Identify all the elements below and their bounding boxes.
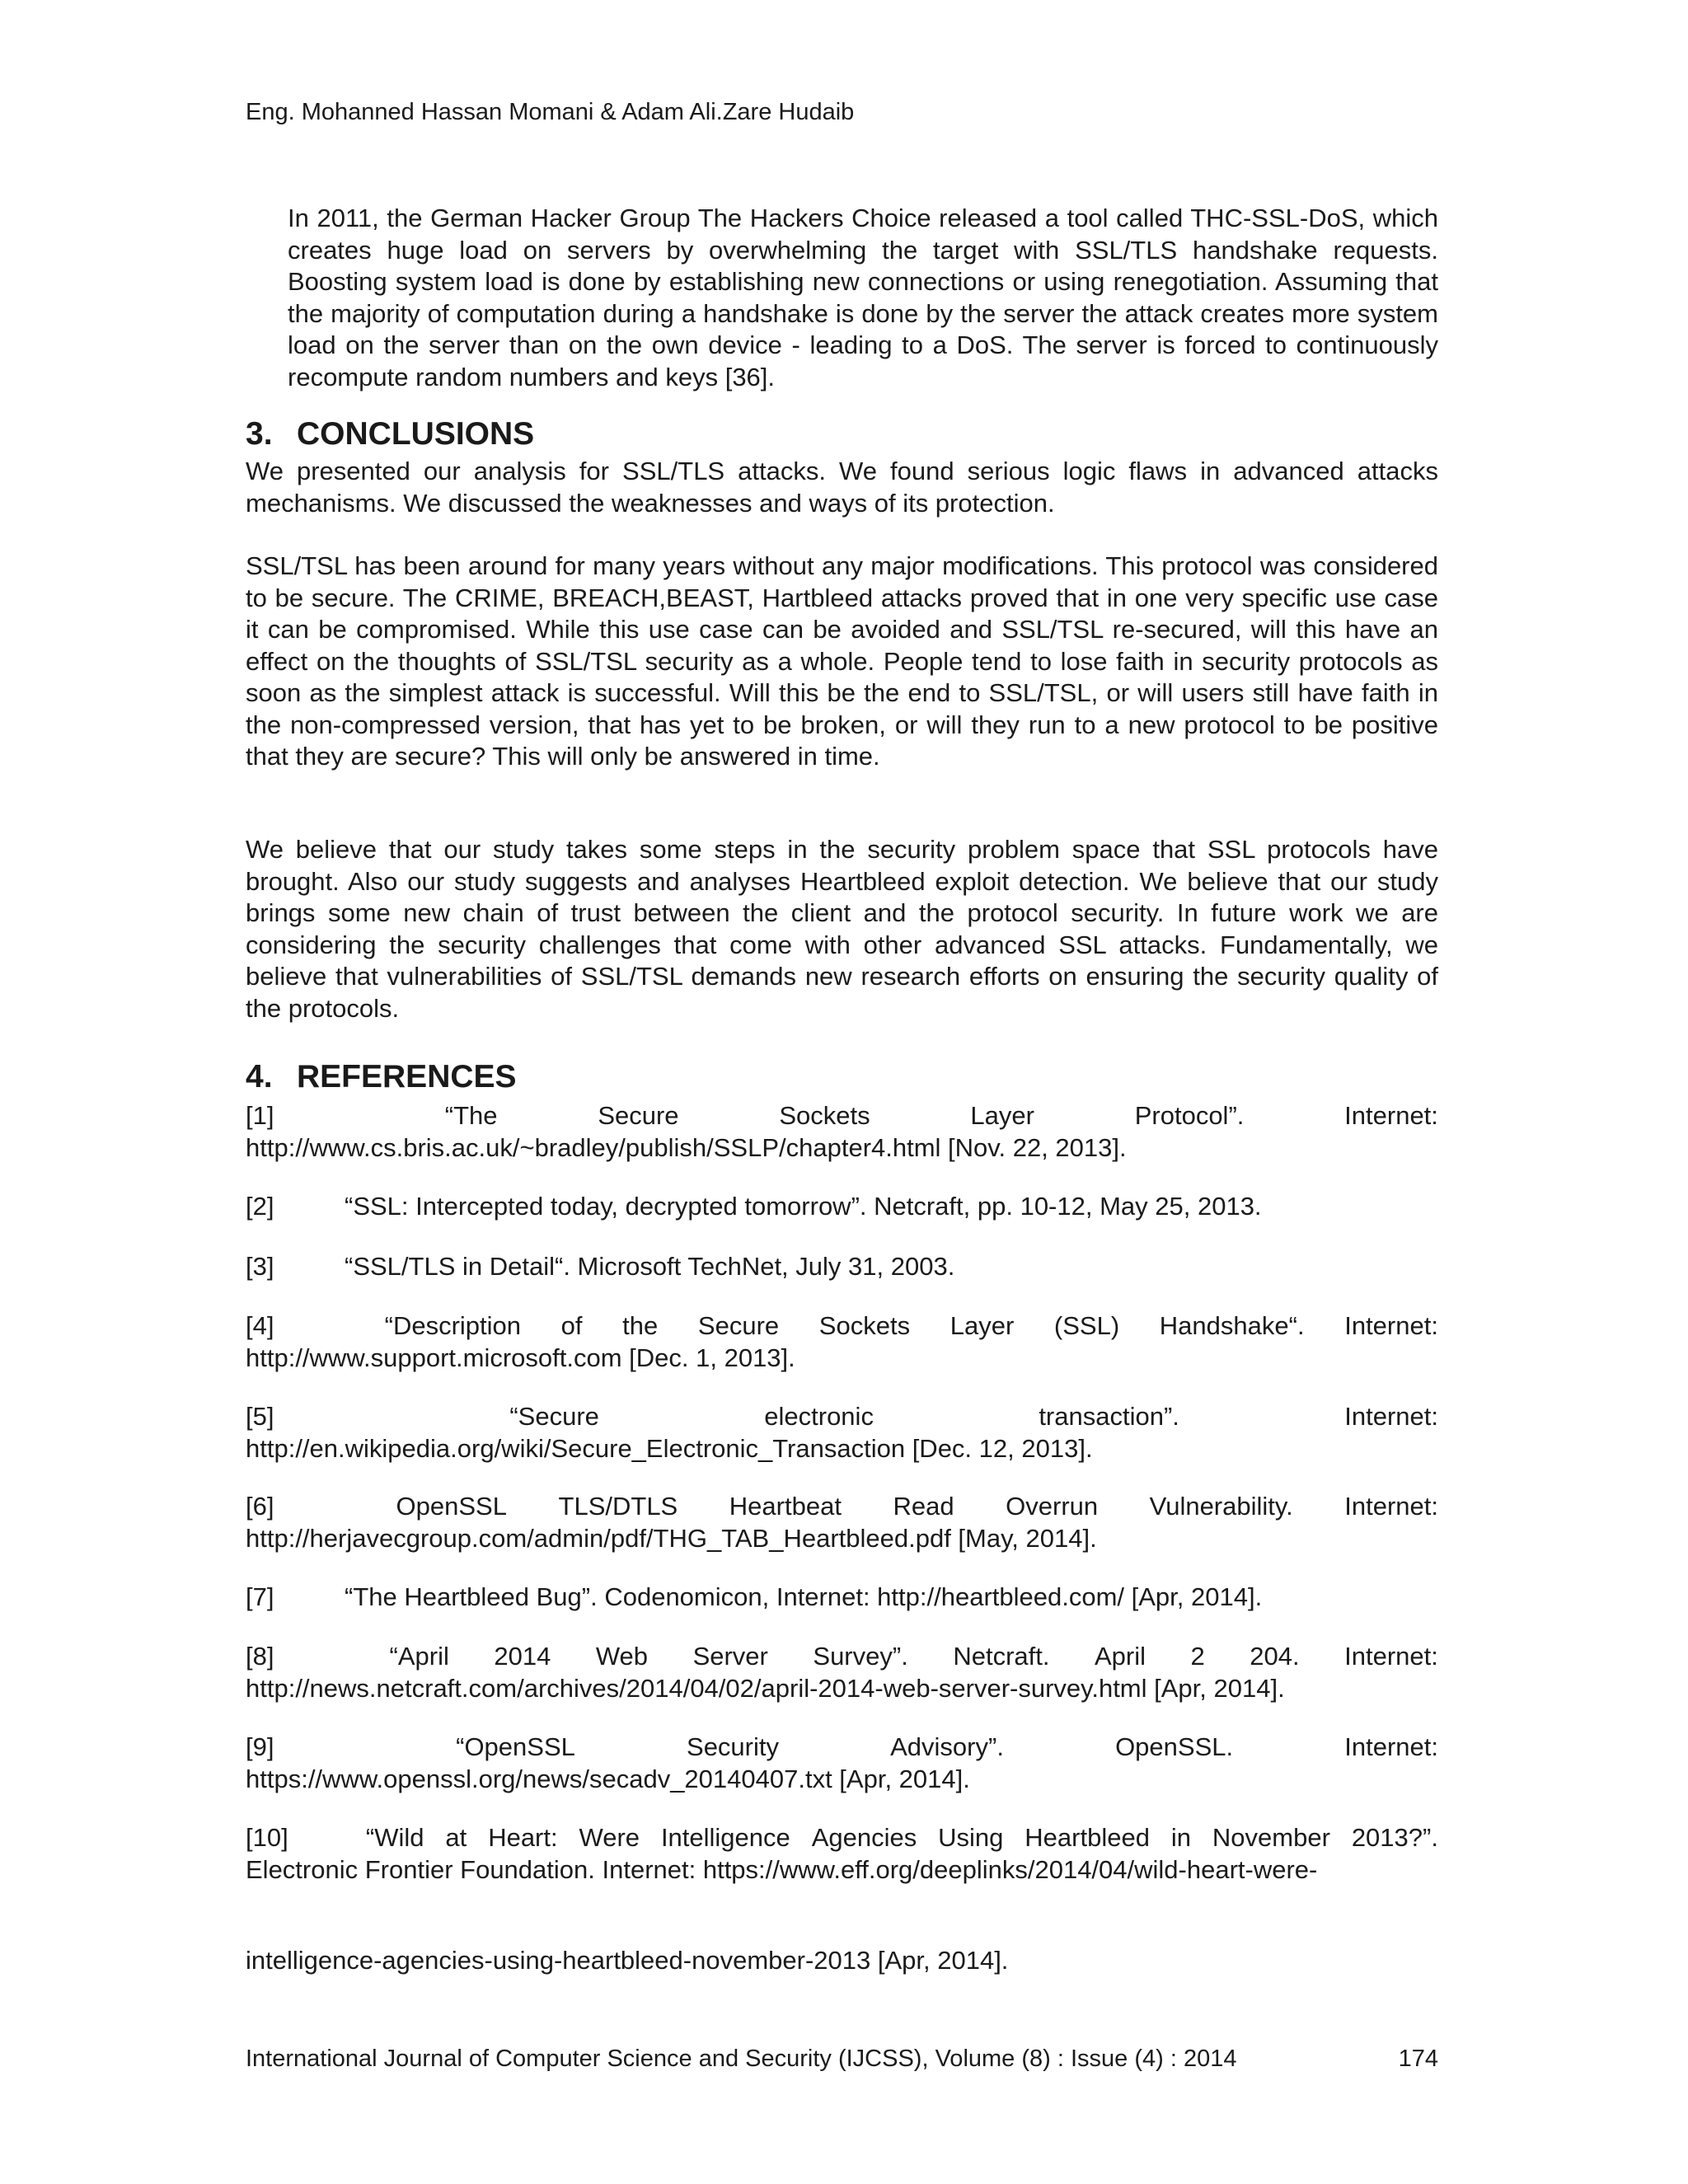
- reference-first-line: [246, 1641, 1438, 1673]
- reference-word: November: [1212, 1823, 1330, 1852]
- reference-item: [246, 1251, 1438, 1283]
- reference-word: Layer: [970, 1101, 1034, 1130]
- reference-label: [5]: [246, 1402, 274, 1431]
- reference-second-line: https://www.openssl.org/news/secadv_20140407.txt [Apr, 2014].: [246, 1764, 970, 1793]
- reference-word: TLS/DTLS: [558, 1492, 678, 1521]
- reference-item: [246, 1822, 1438, 1977]
- reference-item: [246, 1401, 1438, 1465]
- reference-word: OpenSSL.: [1115, 1732, 1234, 1761]
- reference-word: “Description: [384, 1311, 522, 1340]
- reference-word: Protocol”.: [1134, 1101, 1245, 1130]
- reference-second-line: http://www.cs.bris.ac.uk/~bradley/publish/SSLP/chapter4.html [Nov. 22, 2013].: [246, 1132, 1127, 1162]
- reference-first-line: [246, 1491, 1438, 1523]
- reference-word: Heartbleed: [1025, 1823, 1150, 1852]
- reference-text: “SSL/TLS in Detail“. Microsoft TechNet, July 31, 2003.: [345, 1252, 955, 1281]
- reference-word: “The: [444, 1101, 498, 1130]
- reference-word: Overrun: [1006, 1492, 1099, 1521]
- journal-citation: International Journal of Computer Science and Security (IJCSS), Volume (8) : Issue (4) : 2014: [246, 2046, 1237, 2072]
- reference-text: “The Heartbleed Bug”. Codenomicon, Internet: http://heartbleed.com/ [Apr, 2014].: [345, 1582, 1263, 1611]
- reference-word: Internet:: [1344, 1101, 1438, 1130]
- reference-second-line: http://en.wikipedia.org/wiki/Secure_Electronic_Transaction [Dec. 12, 2013].: [246, 1433, 1093, 1463]
- reference-word: Secure: [697, 1311, 780, 1340]
- reference-word: Netcraft.: [953, 1642, 1050, 1671]
- intro-paragraph: In 2011, the German Hacker Group The Hackers Choice released a tool called THC-SSL-DoS, which creates huge load on servers by overwhelming the target with SSL/TLS handshake requests. Boosting system load is done by establishing new connections or using renegotiation. Assuming that the majority of computation during a handshake is done by the server the attack creates more system load on the server than on the own device - leading to a DoS. The server is forced to continuously recompute random numbers and keys [36].: [288, 204, 1438, 391]
- reference-word: Secure: [598, 1101, 679, 1130]
- reference-item: [246, 1191, 1438, 1223]
- reference-first-line: [246, 1251, 1438, 1283]
- reference-word: Security: [687, 1732, 779, 1761]
- reference-word: Heart:: [488, 1823, 558, 1852]
- reference-label: [7]: [246, 1582, 274, 1611]
- reference-word: “Secure: [509, 1402, 599, 1431]
- reference-label: [10]: [246, 1823, 288, 1852]
- reference-word: Sockets: [818, 1311, 911, 1340]
- conclusions-heading: [246, 416, 534, 452]
- running-header: Eng. Mohanned Hassan Momani & Adam Ali.Zare Hudaib: [246, 99, 855, 125]
- reference-label: [9]: [246, 1732, 274, 1761]
- conclusions-number: 3.: [246, 416, 273, 452]
- reference-label: [4]: [246, 1311, 274, 1340]
- reference-item: [246, 1491, 1438, 1554]
- reference-word: electronic: [764, 1402, 874, 1431]
- reference-word: April: [1095, 1642, 1146, 1671]
- reference-label: [8]: [246, 1642, 274, 1671]
- reference-word: Internet:: [1344, 1402, 1438, 1431]
- reference-first-line: [246, 1822, 1438, 1854]
- reference-word: 2: [1190, 1642, 1205, 1671]
- reference-first-line: [246, 1401, 1438, 1433]
- reference-word: Read: [893, 1492, 954, 1521]
- reference-first-line: [246, 1191, 1438, 1223]
- reference-label: [2]: [246, 1192, 274, 1221]
- reference-word: Vulnerability.: [1149, 1492, 1293, 1521]
- reference-word: (SSL): [1053, 1311, 1120, 1340]
- reference-first-line: [246, 1310, 1438, 1343]
- reference-word: Internet:: [1344, 1732, 1438, 1761]
- reference-word: Internet:: [1344, 1492, 1438, 1521]
- conclusions-paragraph-3: We believe that our study takes some steps in the security problem space that SSL protocols have brought. Also our study suggests and analyses Heartbleed exploit detection. We believe that our study brings some new chain of trust between the client and the protocol security. In future work we are considering the security challenges that come with other advanced SSL attacks. Fundamentally, we believe that vulnerabilities of SSL/TSL demands new research efforts on ensuring the security quality of the protocols.: [246, 835, 1438, 1023]
- conclusions-paragraph-2: SSL/TSL has been around for many years without any major modifications. This protocol was considered to be secure. The CRIME, BREACH,BEAST, Hartbleed attacks proved that in one very specific use case it can be compromised. While this use case can be avoided and SSL/TSL re-secured, will this have an effect on the thoughts of SSL/TSL security as a whole. People tend to lose faith in security protocols as soon as the simplest attack is successful. Will this be the end to SSL/TSL, or will users still have faith in the non-compressed version, that has yet to be broken, or will they run to a new protocol to be positive that they are secure? This will only be answered in time.: [246, 551, 1438, 771]
- reference-second-line: Electronic Frontier Foundation. Internet: https://www.eff.org/deeplinks/2014/04/wild-heart-were-: [246, 1854, 1318, 1884]
- reference-word: of: [560, 1311, 583, 1340]
- reference-third-line: intelligence-agencies-using-heartbleed-november-2013 [Apr, 2014].: [246, 1946, 1009, 1975]
- reference-word: Advisory”.: [890, 1732, 1004, 1761]
- reference-word: Handshake“.: [1159, 1311, 1305, 1340]
- reference-second-line: http://herjavecgroup.com/admin/pdf/THG_TAB_Heartbleed.pdf [May, 2014].: [246, 1523, 1097, 1553]
- reference-label: [3]: [246, 1252, 274, 1281]
- reference-second-line: http://news.netcraft.com/archives/2014/04/02/april-2014-web-server-survey.html [Apr, 2014].: [246, 1673, 1285, 1703]
- reference-word: Using: [938, 1823, 1004, 1852]
- conclusions-title: CONCLUSIONS: [297, 416, 535, 452]
- reference-word: Layer: [950, 1311, 1015, 1340]
- reference-word: Intelligence: [660, 1823, 790, 1852]
- reference-word: Sockets: [779, 1101, 870, 1130]
- reference-word: “Wild: [365, 1823, 424, 1852]
- reference-word: transaction”.: [1039, 1402, 1179, 1431]
- reference-word: 2013?”.: [1351, 1823, 1438, 1852]
- reference-first-line: [246, 1732, 1438, 1764]
- reference-word: Survey”.: [813, 1642, 908, 1671]
- reference-first-line: [246, 1582, 1438, 1614]
- reference-word: Web: [595, 1642, 649, 1671]
- reference-word: 204.: [1250, 1642, 1300, 1671]
- reference-item: [246, 1732, 1438, 1795]
- reference-word: at: [445, 1823, 467, 1852]
- reference-word: Were: [579, 1823, 640, 1852]
- references-title: REFERENCES: [297, 1059, 517, 1094]
- reference-word: “OpenSSL: [456, 1732, 575, 1761]
- reference-word: OpenSSL: [396, 1492, 507, 1521]
- reference-word: Heartbeat: [729, 1492, 842, 1521]
- reference-item: [246, 1100, 1438, 1164]
- reference-first-line: [246, 1100, 1438, 1132]
- reference-word: Agencies: [811, 1823, 917, 1852]
- reference-second-line: http://www.support.microsoft.com [Dec. 1, 2013].: [246, 1343, 795, 1372]
- reference-word: Internet:: [1344, 1311, 1438, 1340]
- reference-word: Server: [692, 1642, 768, 1671]
- reference-word: in: [1170, 1823, 1191, 1852]
- reference-word: 2014: [494, 1642, 551, 1671]
- reference-word: “April: [389, 1642, 449, 1671]
- reference-word: the: [622, 1311, 659, 1340]
- reference-item: [246, 1310, 1438, 1374]
- references-number: 4.: [246, 1059, 273, 1094]
- reference-label: [1]: [246, 1101, 274, 1130]
- conclusions-paragraph-1: We presented our analysis for SSL/TLS attacks. We found serious logic flaws in advanced attacks mechanisms. We discussed the weaknesses and ways of its protection.: [246, 457, 1438, 518]
- reference-text: “SSL: Intercepted today, decrypted tomorrow”. Netcraft, pp. 10-12, May 25, 2013.: [345, 1192, 1262, 1221]
- reference-label: [6]: [246, 1492, 274, 1521]
- references-heading: [246, 1059, 517, 1095]
- reference-item: [246, 1641, 1438, 1704]
- reference-item: [246, 1582, 1438, 1614]
- reference-word: Internet:: [1344, 1642, 1438, 1671]
- page-number: 174: [1398, 2046, 1438, 2072]
